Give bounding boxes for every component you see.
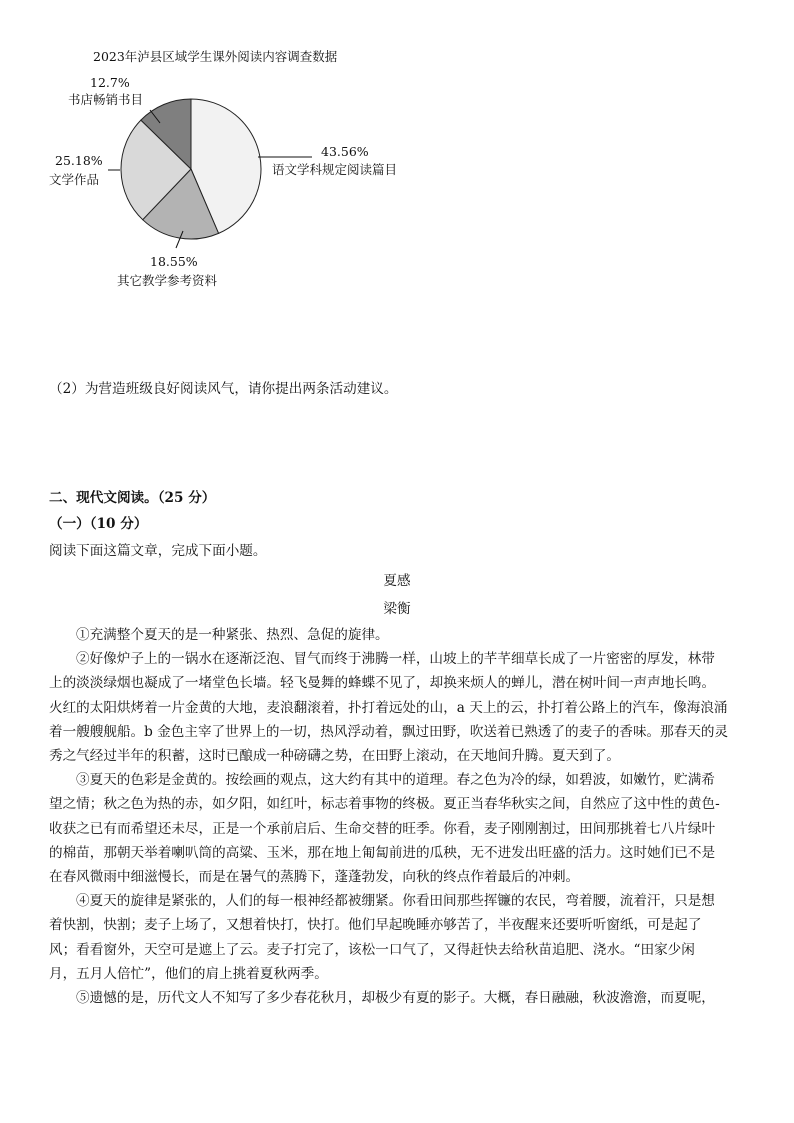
slice-label-textbook: 语文学科规定阅读篇目 [272,162,398,177]
article-line: ①充满整个夏天的是一种紧张、热烈、急促的旋律。 [76,627,389,643]
article-line: 上的淡淡绿烟也凝成了一堵堂色长墙。轻飞曼舞的蜂蝶不见了，却换来烦人的蝉儿，潜在树叶间一声声地长鸣。 [49,675,716,692]
question-2: （2）为营造班级良好阅读风气，请你提出两条活动建议。 [49,381,398,397]
slice-value-bookstore: 12.7% [90,75,130,90]
chart-title: 2023年泸县区域学生课外阅读内容调查数据 [93,49,338,64]
article-line: ③夏天的色彩是金黄的。按绘画的观点，这大约有其中的道理。春之色为冷的绿，如碧波，如嫩竹，贮满希 [76,772,715,789]
article-line: 望之情；秋之色为热的赤，如夕阳，如红叶，标志着事物的终极。夏正当春华秋实之间，自然应了这中性的黄色- [49,796,720,813]
slice-value-other: 18.55% [150,254,198,269]
pie-chart [0,0,794,300]
pie-slices [121,99,261,239]
article-line: 收获之已有而希望还未尽，正是一个承前启后、生命交替的旺季。你看，麦子刚刚割过，田间那挑着七八片绿叶 [49,820,716,837]
article-line: 风；看看窗外，天空可是遮上了云。麦子打完了，该松一口气了，又得赶快去给秋苗追肥、浇水。“田家少闲 [49,941,695,958]
article-line: 着一艘艘舰船。b 金色主宰了世界上的一切，热风浮动着，飘过田野，吹送着已熟透了的麦子的香味。那春天的灵 [49,723,729,740]
sub-heading: （一）（10 分） [49,516,148,532]
section-heading: 二、现代文阅读。（25 分） [49,490,216,506]
article-line: 秀之气经过半年的积蓄，这时已酿成一种磅礴之势，在田野上滚动，在天地间升腾。夏天到了。 [49,748,620,764]
slice-label-literature: 文学作品 [49,172,100,187]
article-title: 夏感 [383,573,411,589]
article-line: 着快割，快割；麦子上场了，又想着快打，快打。他们早起晚睡亦够苦了，半夜醒来还要听听窗纸，可是起了 [49,917,702,934]
article-line: 在春风微雨中细滋慢长，而是在暑气的蒸腾下，蓬蓬勃发，向秋的终点作着最后的冲刺。 [49,869,580,885]
article-line: 月，五月人倍忙”，他们的肩上挑着夏秋两季。 [49,965,328,982]
slice-value-literature: 25.18% [55,153,103,168]
article-line: 的棉苗，那朝天举着喇叭筒的高粱、玉米，那在地上匍匐前进的瓜秧，无不进发出旺盛的活力。这时她们已不是 [49,844,716,861]
slice-label-bookstore: 书店畅销书目 [68,92,144,107]
instruction: 阅读下面这篇文章，完成下面小题。 [49,543,267,559]
article-line: ⑤遗憾的是，历代文人不知写了多少春花秋月，却极少有夏的影子。大概，春日融融，秋波澹澹，而夏呢， [76,990,715,1006]
slice-label-other: 其它教学参考资料 [117,273,218,288]
article-line: ②好像炉子上的一锅水在逐渐泛泡、冒气而终于沸腾一样，山坡上的芊芊细草长成了一片密密的厚发，林带 [76,651,715,668]
article-line: 火红的太阳烘烤着一片金黄的大地，麦浪翻滚着，扑打着远处的山，a 天上的云，扑打着公路上的汽车，像海浪涌 [49,699,728,716]
slice-value-textbook: 43.56% [321,144,369,159]
article-author: 梁衡 [383,601,411,617]
article-line: ④夏天的旋律是紧张的，人们的每一根神经都被绷紧。你看田间那些挥镰的农民，弯着腰，流着汗，只是想 [76,893,715,910]
